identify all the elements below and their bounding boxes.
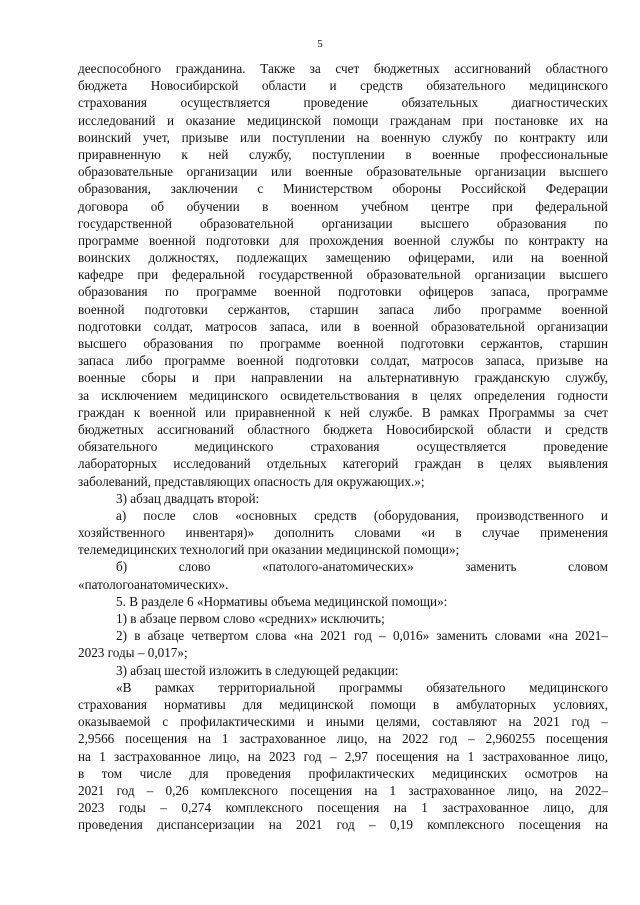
text-line: «В рамках территориальной программы обязательного медицинского	[116, 679, 608, 695]
text-line: образования по программе военной подготовки офицеров запаса, программе	[78, 284, 608, 300]
text-line: военной подготовки сержантов, старшин запаса либо программе военной	[78, 301, 608, 317]
text-line: 2023 годы – 0,274 комплексного посещения на 1 застрахованное лицо, для	[78, 800, 608, 816]
text-line: лабораторных исследований отдельных категорий граждан в целях выявления	[78, 456, 608, 472]
text-line: договора об обучении в военном учебном центре при федеральной	[78, 198, 608, 214]
text-line: запаса либо программе военной подготовки солдат, матросов запаса, призыве на	[78, 353, 608, 369]
text-line: исследований и оказание медицинской помощи гражданам при постановке их на	[78, 112, 608, 128]
text-line: в том числе для проведения профилактических медицинских осмотров на	[78, 765, 608, 781]
text-line: бюджета Новосибирской области и средств обязательного медицинского	[78, 78, 608, 94]
text-line: 2) в абзаце четвертом слова «на 2021 год – 0,016» заменить словами «на 2021–	[116, 628, 608, 644]
text-line: кафедре при федеральной государственной образовательной организации высшего	[78, 267, 608, 283]
text-line: обязательного медицинского страхования осуществляется проведение	[78, 439, 608, 455]
text-line: образовательные организации или военные образовательные организации высшего	[78, 164, 608, 180]
text-line: программе военной подготовки для прохождения военной службы по контракту на	[78, 232, 608, 248]
text-line: бюджетных ассигнований областного бюджета Новосибирской области и средств	[78, 421, 608, 437]
text-line: хозяйственного инвентаря)» дополнить словами «и в случае применения	[78, 525, 608, 541]
text-line: на 1 застрахованное лицо, на 2023 год – 2,97 посещения на 1 застрахованное лицо,	[78, 748, 608, 764]
text-line: высшего образования по программе военной подготовки сержантов, старшин	[78, 336, 608, 351]
text-line: телемедицинских технологий при оказании медицинской помощи»;	[78, 542, 460, 558]
text-line: дееспособного гражданина. Также за счет бюджетных ассигнований областного	[78, 61, 608, 76]
text-line: проведения диспансеризации на 2021 год – 0,19 комплексного посещения на	[78, 817, 608, 833]
text-line: за исключением медицинского освидетельствования в целях определения годности	[78, 387, 608, 403]
text-line: «патологоанатомических».	[78, 576, 229, 592]
text-line: воинских должностях, подлежащих замещению офицерами, или на военной	[78, 250, 608, 266]
text-line: государственной образовательной организации высшего образования по	[78, 215, 608, 231]
text-line: 1) в абзаце первом слово «средних» исключить;	[116, 611, 385, 626]
text-line: заболеваний, представляющих опасность для окружающих.»;	[78, 473, 425, 489]
text-line: страхования нормативы для медицинской помощи в амбулаторных условиях,	[78, 696, 608, 712]
text-line: б) слово «патолого-анатомических» заменить словом	[116, 559, 608, 575]
text-line: 5. В разделе 6 «Нормативы объема медицинской помощи»:	[116, 593, 448, 609]
document-body	[78, 60, 608, 833]
text-line: 2023 годы – 0,017»;	[78, 645, 188, 661]
text-line: образования, заключении с Министерством обороны Российской Федерации	[78, 181, 608, 197]
page-number: 5	[317, 38, 323, 50]
text-line: а) после слов «основных средств (оборудования, производственного и	[116, 507, 608, 523]
text-line: воинский учет, призыве или поступлении на военную службу по контракту или	[78, 129, 608, 145]
text-line: оказываемой с профилактическими и иными целями, составляют на 2021 год –	[78, 714, 608, 730]
text-line: 3) абзац шестой изложить в следующей редакции:	[116, 662, 399, 678]
text-line: приравненную к ней службу, поступлении в военные профессиональные	[78, 146, 608, 162]
text-line: страхования осуществляется проведение обязательных диагностических	[78, 95, 608, 111]
text-line: 2021 год – 0,26 комплексного посещения на 1 застрахованное лицо, на 2022–	[78, 782, 608, 798]
text-line: подготовки солдат, матросов запаса, или в военной образовательной организации	[78, 318, 608, 334]
text-line: военные сборы и при направлении на альтернативную гражданскую службу,	[78, 370, 608, 386]
text-line: 3) абзац двадцать второй:	[116, 490, 260, 506]
text-line: 2,9566 посещения на 1 застрахованное лицо, на 2022 год – 2,960255 посещения	[78, 731, 608, 747]
text-line: граждан к военной или приравненной к ней службе. В рамках Программы за счет	[78, 404, 608, 420]
